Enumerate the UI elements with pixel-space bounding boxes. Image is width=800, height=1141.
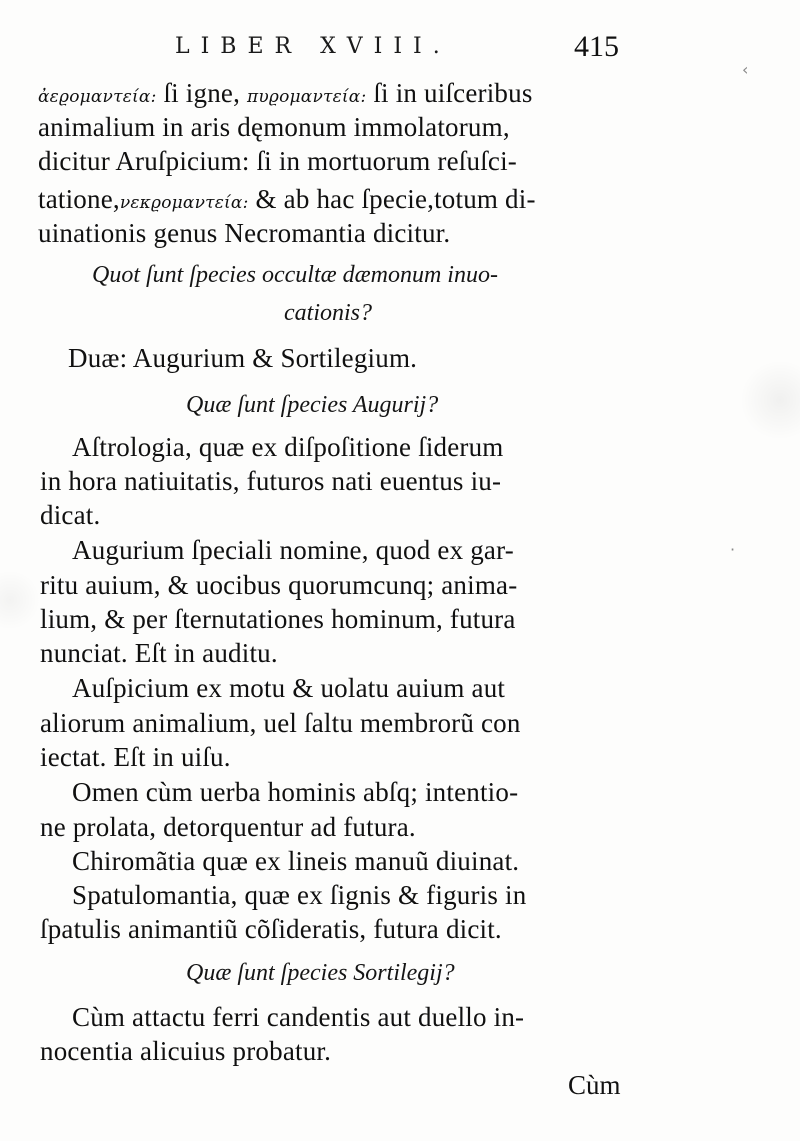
text-span: tatione, xyxy=(38,184,120,214)
text-line-4 xyxy=(38,184,536,215)
page-number: 415 xyxy=(574,30,619,63)
text-line: lium, & per ſternutationes hominum, futura xyxy=(40,604,516,634)
section-heading: Quot ſunt ſpecies occultæ dæmonum inuo- xyxy=(92,262,498,288)
margin-mark: · xyxy=(730,540,736,559)
text-line: in hora natiuitatis, futuros nati euentus iu- xyxy=(40,466,502,496)
catchword: Cùm xyxy=(568,1070,621,1100)
text-line: Aſtrologia, quæ ex diſpoſitione ſiderum xyxy=(72,432,504,462)
text-line: Omen cùm uerba hominis abſq; intentio- xyxy=(72,777,519,807)
text-span: ſi in uiſceribus xyxy=(366,78,533,108)
text-line: Augurium ſpeciali nomine, quod ex gar- xyxy=(72,535,514,565)
section-heading-continuation: cationis? xyxy=(284,300,372,326)
text-line: Spatulomantia, quæ ex ſignis & figuris in xyxy=(72,880,527,910)
text-line-duae: Duæ: Augurium & Sortilegium. xyxy=(68,343,418,373)
margin-mark: ‹ xyxy=(742,60,749,79)
running-head: LIBER XVIII. xyxy=(175,34,451,59)
section-heading: Quæ ſunt ſpecies Sortilegij? xyxy=(186,960,455,986)
text-span: ſi igne, xyxy=(156,78,247,108)
text-line-5: uinationis genus Necromantia dicitur. xyxy=(38,218,451,248)
greek-word: νεκϱομαντεία: xyxy=(119,193,249,213)
text-line-3: dicitur Aruſpicium: ſi in mortuorum reſuſci- xyxy=(38,146,517,176)
text-line: ſpatulis animantiũ cõſideratis, futura dicit. xyxy=(40,914,502,944)
text-line: aliorum animalium, uel ſaltu membrorũ con xyxy=(40,708,521,738)
text-line: Chiromãtia quæ ex lineis manuũ diuinat. xyxy=(72,846,520,876)
text-line: nocentia alicuius probatur. xyxy=(40,1036,332,1066)
text-line: nunciat. Eſt in auditu. xyxy=(40,638,278,668)
text-line: ne prolata, detorquentur ad futura. xyxy=(40,812,416,842)
text-line-1 xyxy=(38,78,533,109)
greek-word: ἀεϱομαντεία: xyxy=(38,87,157,107)
text-line: Cùm attactu ferri candentis aut duello in- xyxy=(72,1002,525,1032)
text-line: Auſpicium ex motu & uolatu auium aut xyxy=(72,673,506,703)
greek-word: πυϱομαντεία: xyxy=(247,87,367,107)
section-heading: Quæ ſunt ſpecies Augurij? xyxy=(186,392,439,418)
text-line: dicat. xyxy=(40,500,101,530)
text-span: & ab hac ſpecie,totum di- xyxy=(248,184,536,214)
text-line: ritu auium, & uocibus quorumcunq; anima- xyxy=(40,570,518,600)
text-line-2: animalium in aris dęmonum immolatorum, xyxy=(38,112,510,142)
text-line: iectat. Eſt in uiſu. xyxy=(40,742,231,772)
